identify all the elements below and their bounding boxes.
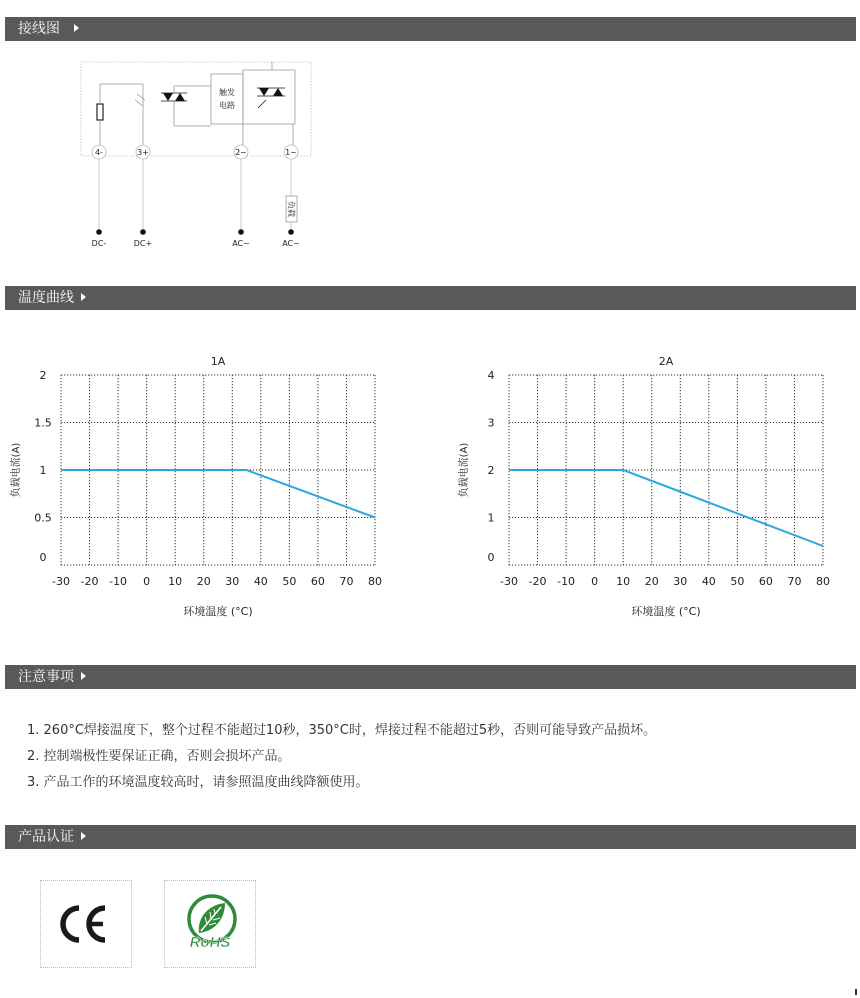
y-tick-label: 0: [39, 551, 47, 564]
section-title: 接线图: [18, 21, 60, 37]
y-tick-label: 1.5: [34, 416, 52, 430]
section-title: 产品认证: [18, 829, 74, 845]
y-tick-label: 1: [39, 464, 47, 477]
section-header-wiring: [5, 17, 856, 41]
x-tick-label: 60: [758, 575, 773, 588]
derating-curve: [509, 470, 823, 546]
x-tick-label: 70: [787, 575, 802, 588]
x-tick-label: 20: [196, 575, 211, 588]
module-outline: [81, 62, 311, 156]
trigger-circuit-box: [211, 74, 243, 124]
note-item: 3. 产品工作的环境温度较高时，请参照温度曲线降额使用。: [27, 775, 369, 790]
x-axis-label: 环境温度 (°C): [631, 605, 701, 618]
x-tick-label: -10: [557, 575, 576, 588]
terminal-label-ac-1: AC~: [282, 239, 300, 248]
rohs-logo-box: [164, 880, 256, 968]
trigger-label-line1: 触发: [219, 88, 235, 97]
y-tick-label: 0.5: [34, 511, 52, 525]
notes-list: [27, 718, 656, 796]
x-tick-label: 20: [644, 575, 659, 588]
light-arrow-icon: [137, 94, 145, 100]
x-tick-label: -30: [52, 575, 70, 588]
y-tick-label: 0: [487, 551, 495, 564]
section-title: 注意事项: [18, 669, 74, 685]
y-tick-label: 1: [487, 511, 495, 525]
y-tick-label: 2: [39, 369, 47, 382]
svg-text:4-: 4-: [95, 148, 103, 157]
chart-title: 2A: [658, 355, 674, 368]
x-tick-label: 80: [368, 575, 382, 588]
terminal-dot: [96, 229, 102, 235]
terminal-label-ac-2: AC~: [232, 239, 250, 248]
x-tick-label: 40: [253, 575, 268, 588]
terminal-dot: [238, 229, 244, 235]
ce-logo: [41, 881, 131, 967]
arrow-right-icon: [74, 24, 79, 32]
note-item: 2. 控制端极性要保证正确，否则会损坏产品。: [27, 749, 291, 764]
terminal-dot: [288, 229, 294, 235]
x-tick-label: 60: [310, 575, 325, 588]
x-tick-label: 10: [616, 575, 631, 588]
arrow-right-icon: [81, 832, 86, 840]
pin-3: [136, 145, 150, 159]
pin-4: [92, 145, 106, 159]
section-header-certification: [5, 825, 856, 849]
x-tick-label: 30: [673, 575, 688, 588]
derating-chart-1a: [0, 345, 430, 635]
section-title: 温度曲线: [18, 290, 74, 306]
ce-logo-box: [40, 880, 132, 968]
x-tick-label: 10: [168, 575, 183, 588]
y-tick-label: 2: [487, 464, 495, 477]
derating-curve: [61, 470, 375, 518]
x-tick-label: 70: [339, 575, 354, 588]
rohs-logo: [165, 881, 255, 967]
x-tick-label: 0: [143, 575, 151, 588]
rohs-text: RoHS: [189, 934, 231, 951]
x-tick-label: 80: [816, 575, 830, 588]
x-tick-label: 50: [282, 575, 297, 588]
x-axis-label: 环境温度 (°C): [183, 605, 253, 618]
light-arrow-icon: [135, 100, 143, 106]
y-axis-label: 负载电流(A): [11, 442, 22, 498]
photo-triac-icon: [161, 93, 187, 101]
x-tick-label: -20: [80, 575, 99, 588]
led-icon: [97, 104, 103, 120]
terminal-label-dc-minus: DC-: [91, 239, 107, 248]
terminal-label-dc-plus: DC+: [133, 239, 153, 248]
svg-text:3+: 3+: [137, 148, 149, 157]
arrow-right-icon: [81, 293, 86, 301]
y-tick-label: 4: [487, 369, 495, 382]
y-axis-label: 负载电流(A): [459, 442, 470, 498]
section-header-notes: [5, 665, 856, 689]
x-tick-label: 0: [591, 575, 599, 588]
chart-title: 1A: [210, 355, 226, 368]
x-tick-label: 50: [730, 575, 745, 588]
x-tick-label: -20: [528, 575, 547, 588]
pin-2: [234, 145, 248, 159]
load-label: 负载: [286, 201, 296, 217]
x-tick-label: 30: [225, 575, 240, 588]
main-triac-icon: [257, 88, 285, 108]
note-item: 1. 260°C焊接温度下，整个过程不能超过10秒，350°C时，焊接过程不能超过5秒，否则可能导致产品损坏。: [27, 723, 657, 738]
section-header-temperature: [5, 286, 856, 310]
terminal-dot: [140, 229, 146, 235]
pin-1: [284, 145, 298, 159]
x-tick-label: -10: [109, 575, 128, 588]
wiring-diagram: [75, 56, 320, 256]
x-tick-label: 40: [701, 575, 716, 588]
derating-chart-2a: [440, 345, 860, 635]
svg-text:2~: 2~: [235, 148, 247, 157]
y-tick-label: 3: [487, 416, 495, 430]
arrow-right-icon: [81, 672, 86, 680]
trigger-label-line2: 电路: [219, 101, 235, 110]
svg-text:1~: 1~: [285, 148, 297, 157]
x-tick-label: -30: [500, 575, 518, 588]
page-mark: [855, 989, 857, 995]
